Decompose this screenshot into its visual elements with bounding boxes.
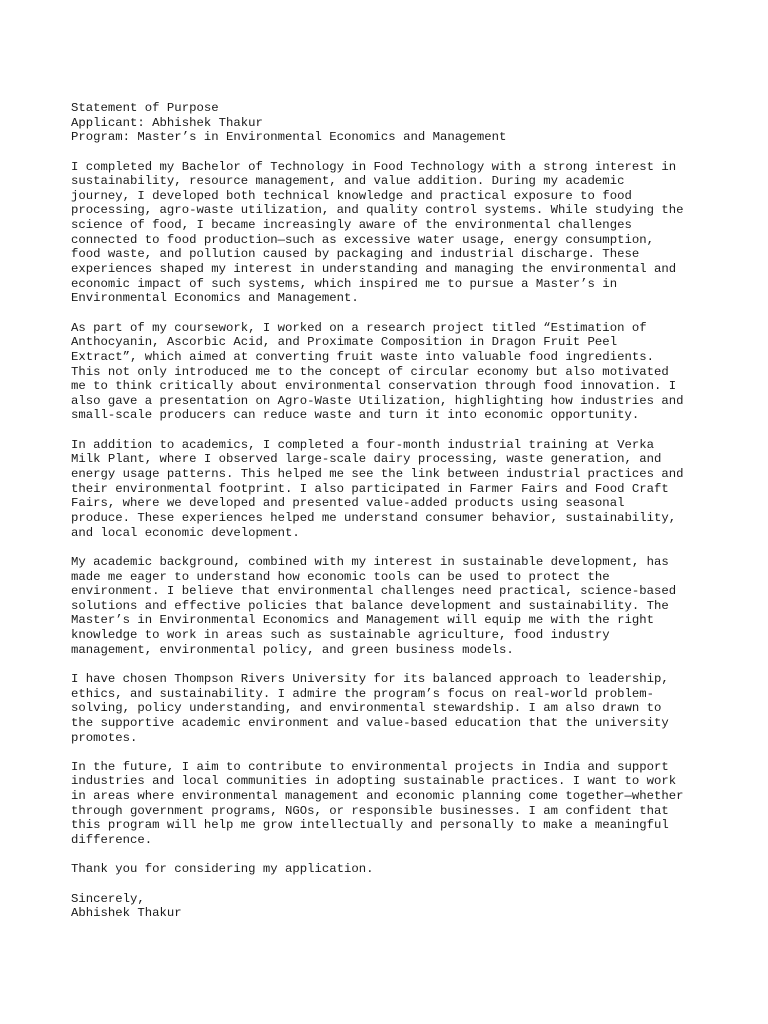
text-line: In the future, I aim to contribute to environmental projects in India and support xyxy=(71,759,669,774)
text-line: Master’s in Environmental Economics and Management will equip me with the right xyxy=(71,613,654,628)
text-line: knowledge to work in areas such as sustainable agriculture, food industry xyxy=(71,628,610,643)
paragraph-introduction xyxy=(71,160,711,306)
text-line: solutions and effective policies that balance development and sustainability. The xyxy=(71,598,669,613)
text-line: Milk Plant, where I observed large-scale dairy processing, waste generation, and xyxy=(71,452,662,467)
paragraph-thanks xyxy=(71,862,711,877)
program-line: Program: Master’s in Environmental Economics and Management xyxy=(71,130,507,145)
text-line: economic impact of such systems, which inspired me to pursue a Master’s in xyxy=(71,276,618,291)
paragraph-gap xyxy=(71,877,711,892)
text-line: promotes. xyxy=(71,730,138,745)
signature-name: Abhishek Thakur xyxy=(71,906,182,921)
text-line: this program will help me grow intellectually and personally to make a meaningful xyxy=(71,818,669,833)
paragraph-gap xyxy=(71,848,711,863)
text-line: I completed my Bachelor of Technology in Food Technology with a strong interest in xyxy=(71,159,677,174)
text-line: I have chosen Thompson Rivers University for its balanced approach to leadership, xyxy=(71,671,669,686)
text-line: the supportive academic environment and value-based education that the university xyxy=(71,715,669,730)
paragraph-university xyxy=(71,672,711,745)
paragraph-gap xyxy=(71,306,711,321)
text-line: also gave a presentation on Agro-Waste Utilization, highlighting how industries and xyxy=(71,393,684,408)
text-line: made me eager to understand how economic tools can be used to protect the xyxy=(71,569,610,584)
text-line: sustainability, resource management, and value addition. During my academic xyxy=(71,174,625,189)
text-line: As part of my coursework, I worked on a research project titled “Estimation of xyxy=(71,320,647,335)
text-line: connected to food production—such as excessive water usage, energy consumption, xyxy=(71,232,654,247)
text-line: My academic background, combined with my interest in sustainable development, has xyxy=(71,554,669,569)
text-line: solving, policy understanding, and environmental stewardship. I am also drawn to xyxy=(71,701,662,716)
text-line: difference. xyxy=(71,833,153,848)
text-line: processing, agro-waste utilization, and quality control systems. While studying the xyxy=(71,203,684,218)
text-line: Extract”, which aimed at converting fruit waste into valuable food ingredients. xyxy=(71,349,654,364)
statement-of-purpose xyxy=(71,101,711,921)
paragraph-research xyxy=(71,321,711,423)
closing-salutation: Sincerely, xyxy=(71,891,145,906)
text-line: me to think critically about environmental conservation through food innovation. I xyxy=(71,379,677,394)
paragraph-future xyxy=(71,760,711,848)
text-line: ethics, and sustainability. I admire the program’s focus on real-world problem- xyxy=(71,686,654,701)
closing-block xyxy=(71,892,711,921)
paragraph-gap xyxy=(71,423,711,438)
text-line: small-scale producers can reduce waste and turn it into economic opportunity. xyxy=(71,408,640,423)
text-line: Fairs, where we developed and presented value-added products using seasonal xyxy=(71,496,625,511)
applicant-line: Applicant: Abhishek Thakur xyxy=(71,115,263,130)
text-line: food waste, and pollution caused by packaging and industrial discharge. These xyxy=(71,247,640,262)
document-header xyxy=(71,101,711,145)
text-line: their environmental footprint. I also participated in Farmer Fairs and Food Craft xyxy=(71,481,669,496)
paragraph-training xyxy=(71,438,711,540)
text-line: and local economic development. xyxy=(71,525,300,540)
text-line: through government programs, NGOs, or responsible businesses. I am confident that xyxy=(71,803,669,818)
text-line: Anthocyanin, Ascorbic Acid, and Proximate Composition in Dragon Fruit Peel xyxy=(71,335,618,350)
text-line: industries and local communities in adopting sustainable practices. I want to work xyxy=(71,774,677,789)
text-line: management, environmental policy, and green business models. xyxy=(71,642,514,657)
text-line: In addition to academics, I completed a four-month industrial training at Verka xyxy=(71,437,654,452)
text-line: This not only introduced me to the concept of circular economy but also motivated xyxy=(71,364,669,379)
text-line: produce. These experiences helped me understand consumer behavior, sustainability, xyxy=(71,510,677,525)
document-title: Statement of Purpose xyxy=(71,101,219,115)
text-line: journey, I developed both technical knowledge and practical exposure to food xyxy=(71,188,632,203)
paragraph-gap xyxy=(71,145,711,160)
text-line: energy usage patterns. This helped me see the link between industrial practices and xyxy=(71,467,684,482)
text-line: in areas where environmental management and economic planning come together—whether xyxy=(71,789,684,804)
paragraph-gap xyxy=(71,657,711,672)
text-line: environment. I believe that environmental challenges need practical, science-based xyxy=(71,584,677,599)
text-line: experiences shaped my interest in understanding and managing the environmental and xyxy=(71,262,677,277)
text-line: Environmental Economics and Management. xyxy=(71,291,359,306)
paragraph-gap xyxy=(71,745,711,760)
text-line: Thank you for considering my application. xyxy=(71,862,374,877)
paragraph-background xyxy=(71,555,711,657)
paragraph-gap xyxy=(71,540,711,555)
text-line: science of food, I became increasingly aware of the environmental challenges xyxy=(71,218,632,233)
